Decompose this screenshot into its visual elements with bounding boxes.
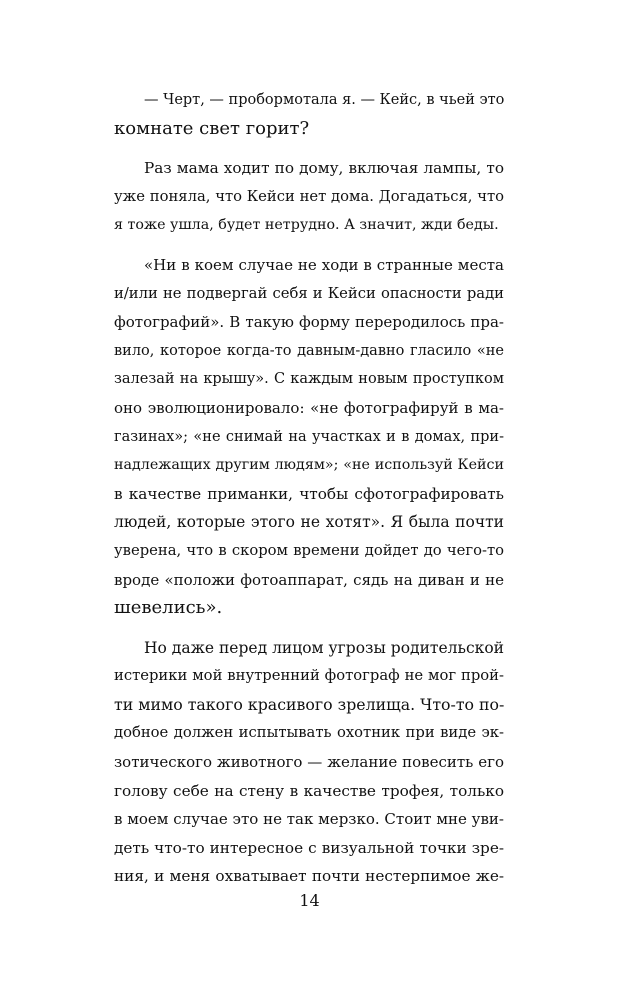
text-line: ния, и меня охватывает почти нестерпимое же-: [114, 867, 504, 886]
text-line: газинах»; «не снимай на участках и в домах, при-: [114, 428, 504, 445]
paragraph-3: [114, 251, 504, 623]
text-line: вило, которое когда-то давным-давно гласило «не: [114, 342, 504, 359]
paragraph-2: [114, 154, 504, 240]
body-text: [114, 86, 504, 891]
text-line: Но даже перед лицом угрозы родительской: [144, 638, 504, 657]
text-line: уверена, что в скором времени дойдет до чего-то: [114, 541, 504, 559]
text-line: голову себе на стену в качестве трофея, только: [114, 781, 504, 800]
text-line: зотического животного — желание повесить его: [114, 753, 504, 772]
text-line: истерики мой внутренний фотограф не мог прой-: [114, 667, 504, 685]
text-line: фотографий». В такую форму переродилось пра-: [114, 313, 504, 332]
text-line: людей, которые этого не хотят». Я была почти: [114, 513, 504, 532]
text-line: вроде «положи фотоаппарат, сядь на диван и не: [114, 570, 504, 589]
text-line: в моем случае это не так мерзко. Стоит мне уви-: [114, 810, 504, 829]
text-line: уже поняла, что Кейси нет дома. Догадаться, что: [114, 187, 504, 205]
text-line: я тоже ушла, будет нетрудно. А значит, жди беды.: [114, 217, 499, 234]
text-line: деть что-то интересное с визуальной точки зре-: [114, 838, 504, 857]
text-line: Раз мама ходит по дому, включая лампы, то: [144, 159, 504, 178]
text-line: ти мимо такого красивого зрелища. Что-то по-: [114, 694, 505, 714]
paragraph-1: [114, 86, 504, 143]
text-line: надлежащих другим людям»; «не используй Кейси: [114, 457, 504, 474]
paragraph-4: [114, 634, 504, 891]
text-line: залезай на крышу». С каждым новым проступком: [114, 371, 504, 388]
text-line: оно эволюционировало: «не фотографируй в ма-: [114, 398, 504, 417]
text-line: «Ни в коем случае не ходи в странные места: [144, 255, 504, 274]
text-line: в качестве приманки, чтобы сфотографировать: [114, 484, 504, 503]
page-number: 14: [299, 891, 320, 910]
text-line: и/или не подвергай себя и Кейси опасности ради: [114, 284, 504, 302]
text-line: комнате свет горит?: [114, 117, 310, 139]
text-line: — Черт, — пробормотала я. — Кейс, в чьей это: [144, 92, 505, 108]
text-line: шевелись».: [114, 597, 223, 619]
text-line: добное должен испытывать охотник при виде эк-: [114, 724, 504, 742]
